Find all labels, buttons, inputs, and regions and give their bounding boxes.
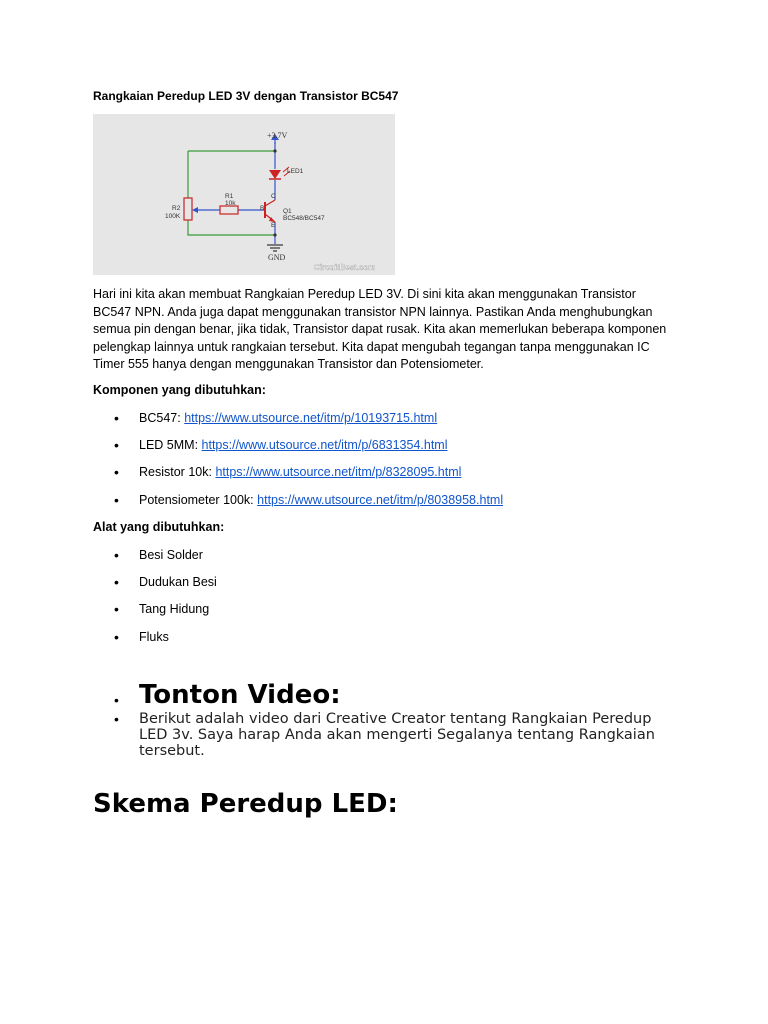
component-name: Potensiometer 100k: <box>139 493 254 507</box>
r1-resistor <box>220 206 238 214</box>
bullet-icon: • <box>114 410 119 426</box>
component-name: LED 5MM: <box>139 438 199 452</box>
video-heading: Tonton Video: <box>139 680 341 710</box>
intro-paragraph: Hari ini kita akan membuat Rangkaian Peredup LED 3V. Di sini kita akan menggunakan Transistor BC547 NPN. Anda juga dapat menggunakan transistor NPN lainnya. Pastikan Anda menghubungkan semua pin dengan benar, jika tidak, Transistor dapat rusak. Kita akan memerlukan beberapa komponen pelengkap lainnya untuk rangkaian tersebut. Kita dapat mengubah tegangan tanpa menggunakan IC Timer 555 hanya dengan menggunakan Transistor dan Potensiometer. <box>93 287 667 372</box>
component-link[interactable]: https://www.utsource.net/itm/p/8038958.html <box>257 493 504 507</box>
tools-label: Alat yang dibutuhkan: <box>93 520 225 534</box>
component-name: BC547: <box>139 411 181 425</box>
bullet-icon: • <box>114 464 119 480</box>
q-part-label: BC548/BC547 <box>283 215 325 222</box>
pin-e-label: E <box>271 222 276 229</box>
component-link[interactable]: https://www.utsource.net/itm/p/8328095.html <box>215 465 462 479</box>
pin-c-label: C <box>271 193 276 200</box>
circuit-schematic <box>93 114 395 275</box>
video-description: Berikut adalah video dari Creative Creator tentang Rangkaian Peredup LED 3v. Saya harap Anda akan mengerti Segalanya tentang Rangkaian tersebut. <box>139 711 655 760</box>
component-link[interactable]: https://www.utsource.net/itm/p/6831354.html <box>201 438 448 452</box>
tool-name: Besi Solder <box>139 548 203 562</box>
bullet-icon: • <box>114 601 119 617</box>
circuit-diagram <box>93 114 395 275</box>
bullet-icon: • <box>114 629 119 645</box>
components-label: Komponen yang dibutuhkan: <box>93 383 266 397</box>
tool-name: Dudukan Besi <box>139 575 217 589</box>
q-label: Q1 <box>283 208 292 215</box>
r1-label: R1 <box>225 193 234 200</box>
r2-value: 100K <box>165 213 181 220</box>
bullet-icon: • <box>114 492 119 508</box>
tool-name: Fluks <box>139 630 169 644</box>
r1-value: 10k <box>225 200 236 207</box>
bullet-icon: • <box>114 692 119 708</box>
schema-heading: Skema Peredup LED: <box>93 789 398 819</box>
led-label: LED1 <box>287 168 304 175</box>
gnd-label: GND <box>268 253 286 262</box>
article-title: Rangkaian Peredup LED 3V dengan Transistor BC547 <box>93 89 399 103</box>
tool-name: Tang Hidung <box>139 602 210 616</box>
bullet-icon: • <box>114 437 119 453</box>
r2-label: R2 <box>172 205 181 212</box>
r2-potentiometer <box>184 198 192 220</box>
bullet-icon: • <box>114 547 119 563</box>
component-name: Resistor 10k: <box>139 465 212 479</box>
watermark: CircuitBest.com <box>314 263 376 272</box>
supply-label: +3.7V <box>267 131 288 140</box>
led-symbol <box>269 170 281 179</box>
pin-b-label: B <box>260 205 265 212</box>
component-link[interactable]: https://www.utsource.net/itm/p/10193715.html <box>184 411 438 425</box>
bullet-icon: • <box>114 711 119 727</box>
bullet-icon: • <box>114 574 119 590</box>
